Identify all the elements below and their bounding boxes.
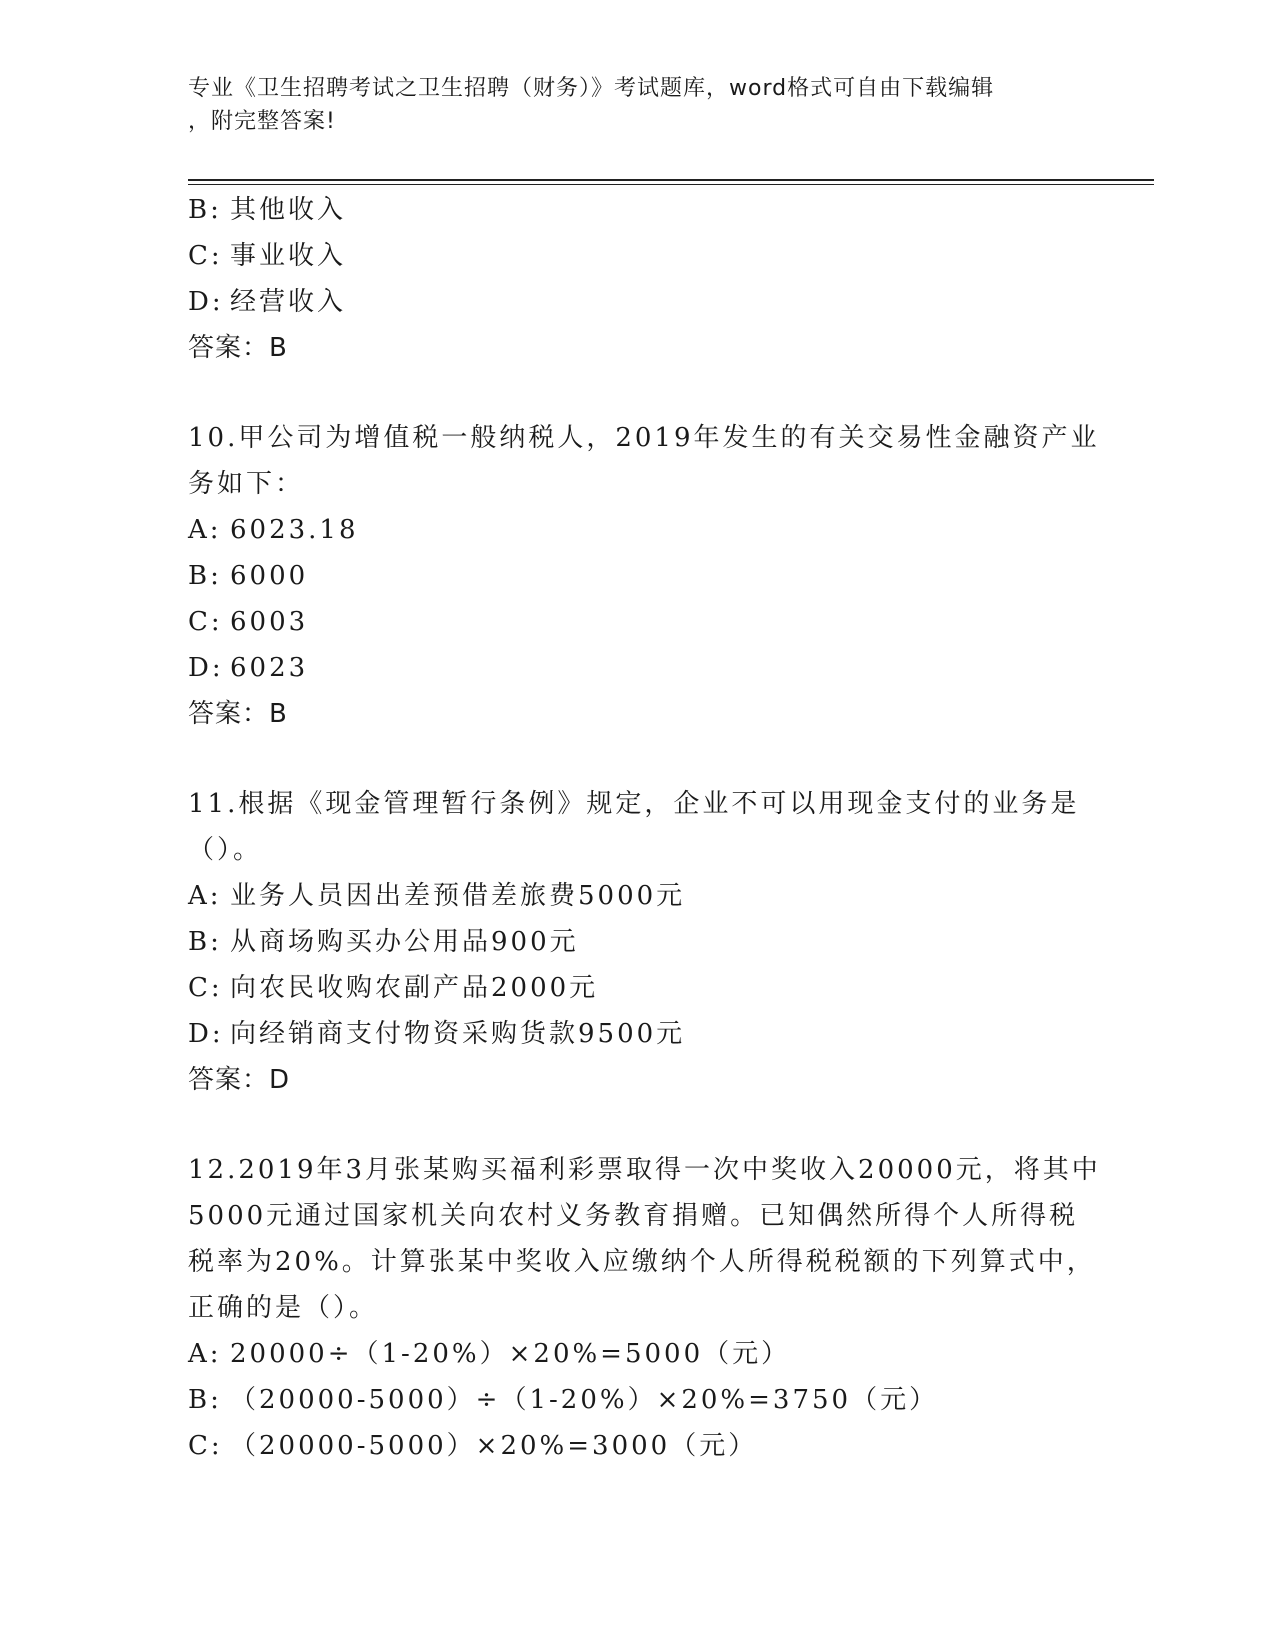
question-stem-line: 10.甲公司为增值税一般纳税人，2019年发生的有关交易性金融资产业 (188, 423, 1100, 453)
option-c (188, 965, 1088, 1011)
option-label: C: (188, 241, 223, 271)
option-b (188, 553, 1088, 599)
option-label: A: (188, 881, 222, 911)
question-stem-line: 5000元通过国家机关向农村义务教育捐赠。已知偶然所得个人所得税 (188, 1201, 1079, 1231)
header-title-line-1: 专业《卫生招聘考试之卫生招聘（财务）》考试题库，word格式可自由下载编辑 (188, 76, 995, 101)
option-c (188, 1423, 1088, 1469)
question-stem-line: （）。 (188, 835, 263, 865)
option-d (188, 645, 1088, 691)
option-label: D: (188, 653, 224, 683)
option-label: B: (188, 561, 222, 591)
option-label: A: (188, 1339, 222, 1369)
option-text: 6023.18 (230, 515, 359, 545)
option-text: 事业收入 (230, 241, 347, 271)
option-d (188, 1011, 1088, 1057)
option-text: 向农民收购农副产品2000元 (230, 973, 599, 1003)
question-list (188, 187, 1101, 1469)
option-label: B: (188, 1385, 222, 1415)
option-a (188, 1331, 1088, 1377)
option-label: D: (188, 287, 224, 317)
question-9 (188, 187, 1088, 371)
option-b (188, 1377, 1088, 1423)
option-a (188, 507, 1088, 553)
question-12 (188, 1147, 1101, 1469)
option-label: A: (188, 515, 222, 545)
answer-line: 答案：B (188, 699, 288, 729)
spacer (188, 371, 1088, 415)
question-stem-line: 税率为20%。计算张某中奖收入应缴纳个人所得税税额的下列算式中， (188, 1247, 1096, 1277)
spacer (188, 737, 1088, 781)
option-text: 6023 (230, 653, 309, 683)
option-text: 20000÷（1-20%）×20%=5000（元） (230, 1339, 791, 1369)
question-stem-line: 正确的是（）。 (188, 1293, 379, 1323)
question-stem-line: 11.根据《现金管理暂行条例》规定，企业不可以用现金支付的业务是 (188, 789, 1080, 819)
question-11 (188, 781, 1088, 1103)
header-divider-thin (188, 184, 1154, 185)
header-title-line-2: ，附完整答案! (188, 109, 336, 134)
option-c (188, 233, 1088, 279)
option-text: 6003 (230, 607, 309, 637)
answer-line: 答案：D (188, 1065, 291, 1095)
header-divider-thick (188, 179, 1154, 181)
answer-line: 答案：B (188, 333, 288, 363)
option-d (188, 279, 1088, 325)
option-label: C: (188, 1431, 223, 1461)
option-label: D: (188, 1019, 224, 1049)
spacer (188, 1103, 1088, 1147)
option-label: C: (188, 607, 223, 637)
option-text: 从商场购买办公用品900元 (230, 927, 579, 957)
option-text: 业务人员因出差预借差旅费5000元 (230, 881, 686, 911)
option-b (188, 919, 1088, 965)
option-text: 6000 (230, 561, 309, 591)
option-text: 向经销商支付物资采购货款9500元 (230, 1019, 686, 1049)
question-stem-line: 务如下： (188, 469, 305, 499)
document-header (188, 72, 1068, 138)
option-label: B: (188, 195, 222, 225)
option-b (188, 187, 1088, 233)
option-text: 其他收入 (230, 195, 347, 225)
option-a (188, 873, 1088, 919)
option-c (188, 599, 1088, 645)
option-label: B: (188, 927, 222, 957)
option-text: （20000-5000）÷（1-20%）×20%=3750（元） (230, 1385, 939, 1415)
question-10 (188, 415, 1100, 737)
option-text: （20000-5000）×20%=3000（元） (230, 1431, 758, 1461)
option-label: C: (188, 973, 223, 1003)
question-stem-line: 12.2019年3月张某购买福利彩票取得一次中奖收入20000元，将其中 (188, 1155, 1101, 1185)
option-text: 经营收入 (230, 287, 347, 317)
